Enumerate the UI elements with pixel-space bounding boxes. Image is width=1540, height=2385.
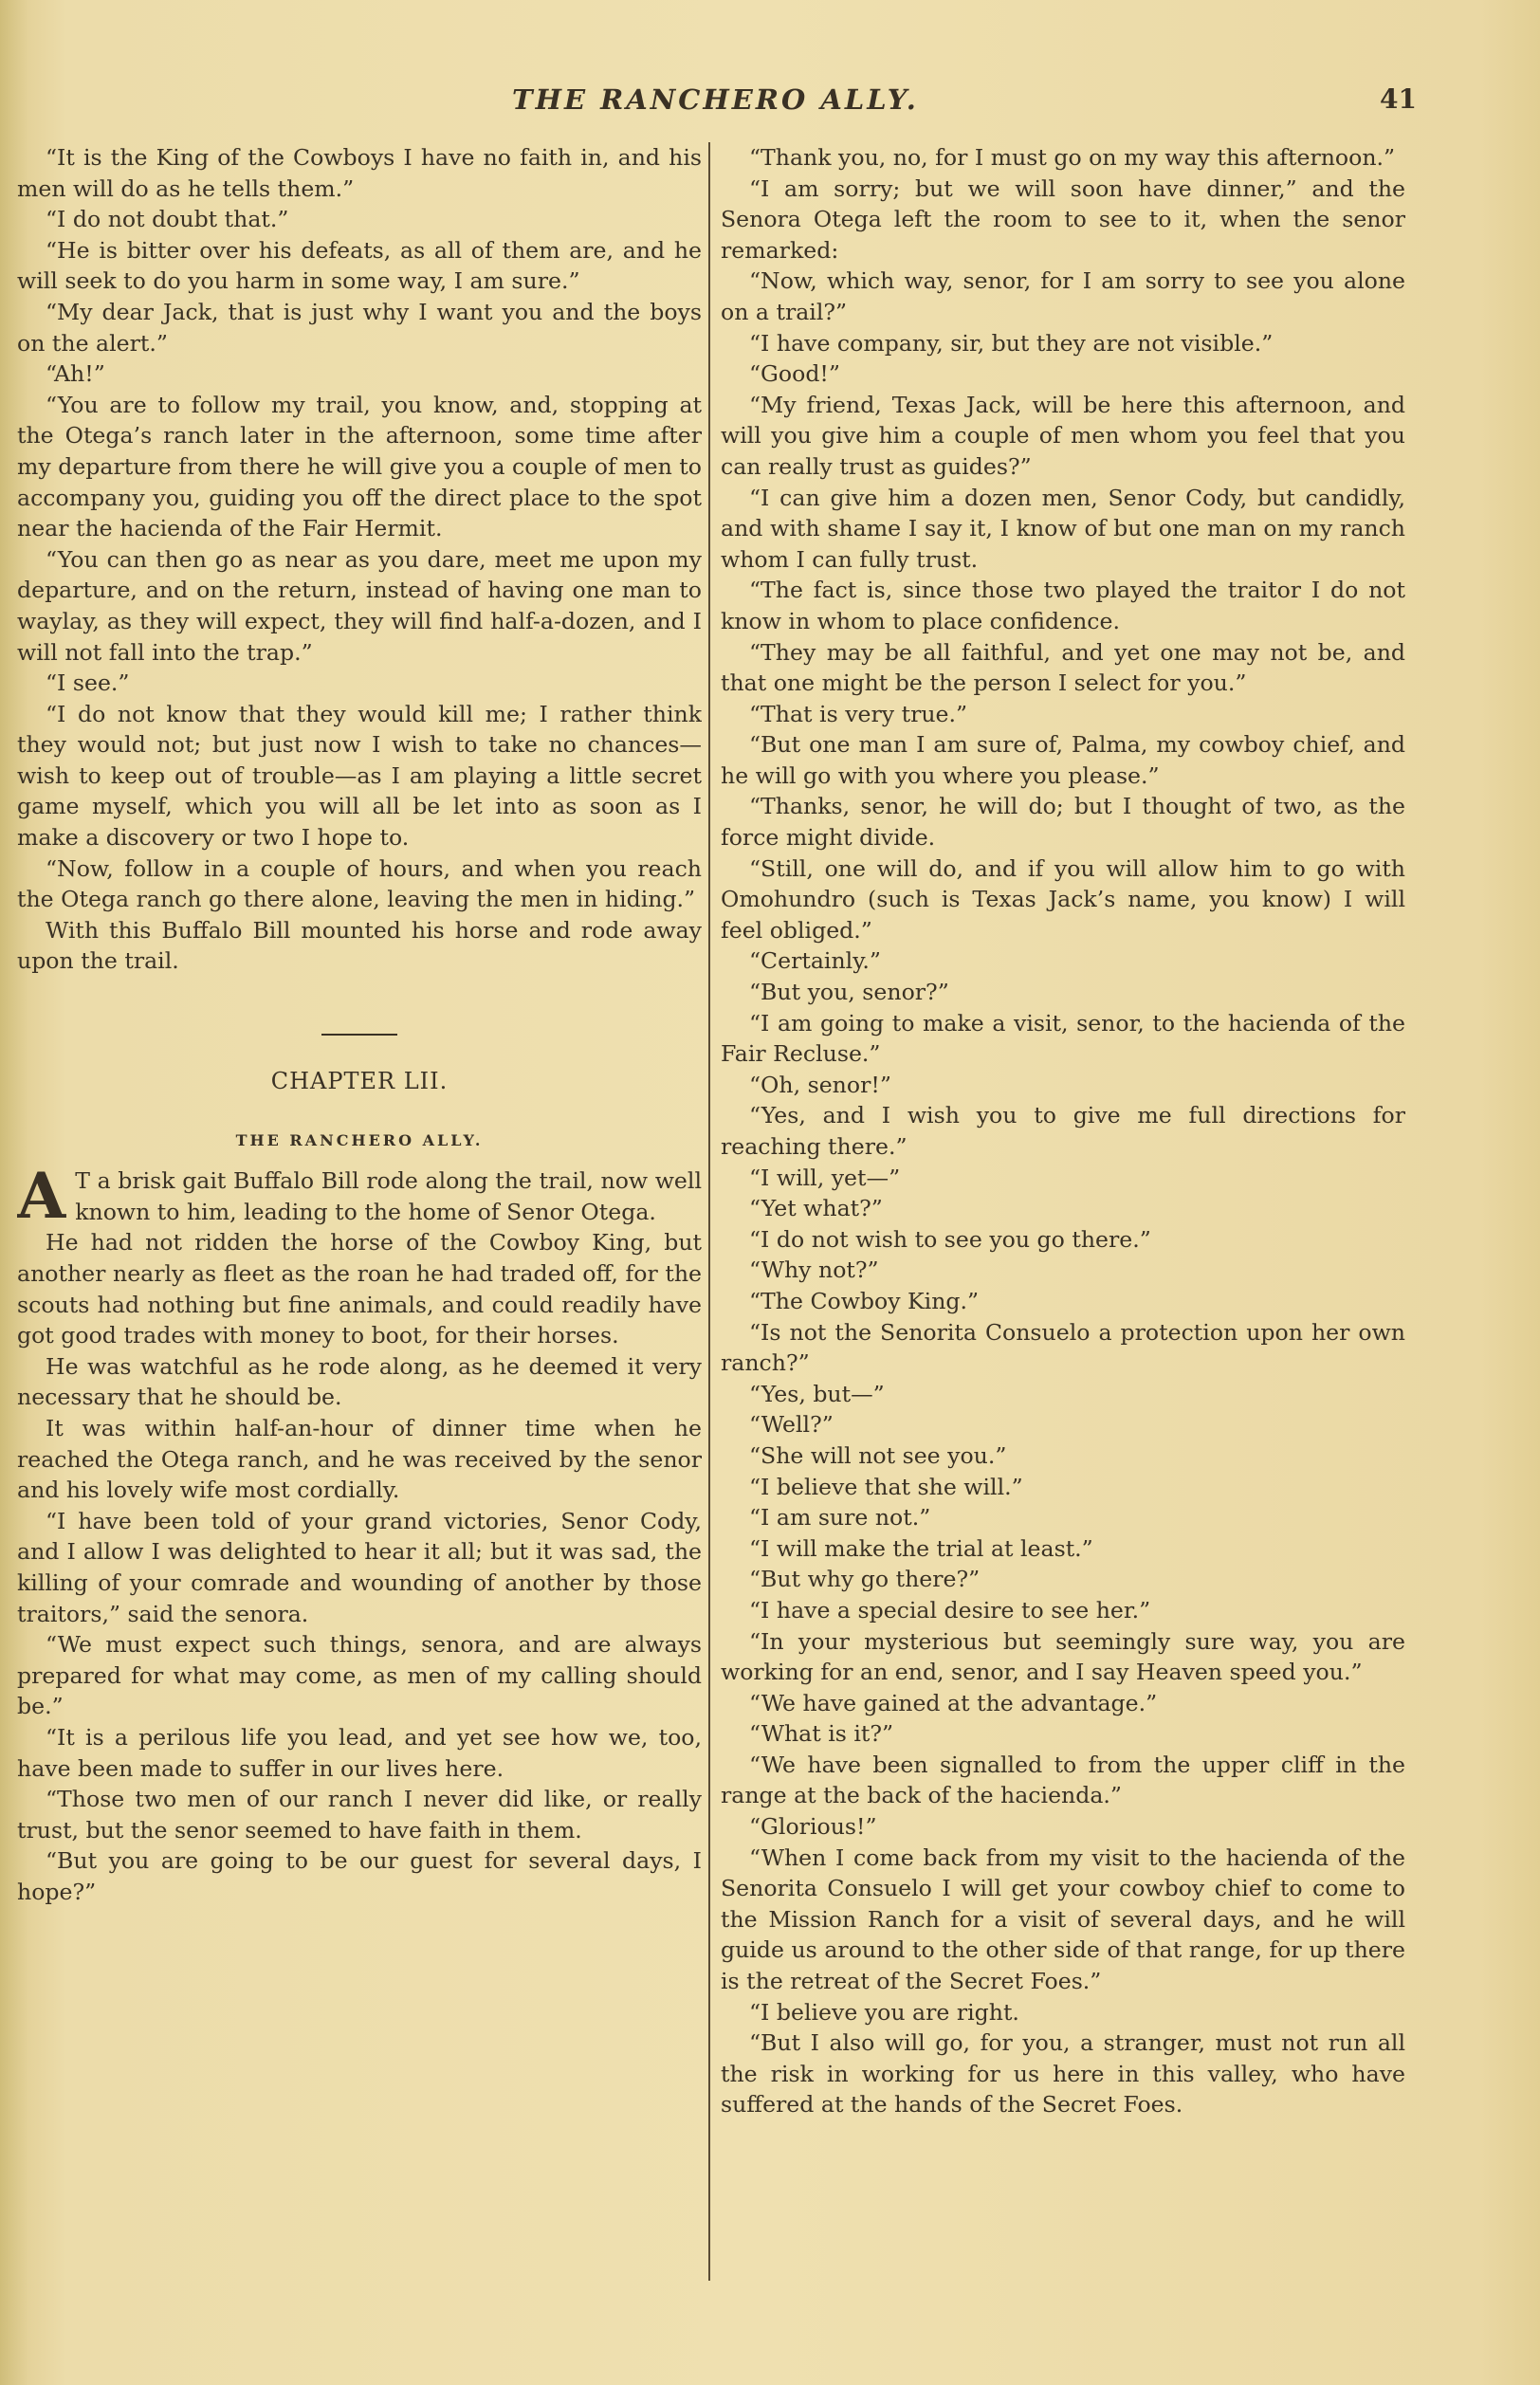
paragraph: “Yes, and I wish you to give me full directions for reaching there.” (721, 1102, 1405, 1160)
paragraph: He had not ridden the horse of the Cowboy King, but another nearly as fleet as the roan he had traded off, for the scouts had nothing but fine animals, and could readily have got good trades with money to boot, for their horses. (17, 1229, 702, 1349)
paragraph: “I do not doubt that.” (46, 206, 289, 233)
paragraph: “You are to follow my trail, you know, and, stopping at the Otega’s ranch later in the afternoon, some time after my departure from there he will give you a couple of men to accompany you, guiding you off the direct place to the spot near the hacienda of the Fair Hermit. (17, 391, 702, 542)
paragraph: “We have gained at the advantage.” (749, 1689, 1158, 1716)
paragraph: “Glorious!” (749, 1813, 877, 1841)
paragraph: “I have a special desire to see her.” (749, 1596, 1151, 1624)
paragraph: “Well?” (749, 1411, 834, 1439)
left-paragraphs-before (17, 142, 702, 977)
left-paragraphs-after (17, 1227, 702, 1907)
paragraph: “I have been told of your grand victories, Senor Cody, and I allow I was delighted to hear it all; but it was sad, the killing of your comrade and wounding of another by those traitors,” said the senora. (17, 1507, 702, 1627)
section-dash (321, 1034, 397, 1036)
paragraph: “It is a perilous life you lead, and yet see how we, too, have been made to suffer in our lives here. (17, 1723, 702, 1782)
right-column (721, 142, 1405, 2276)
paragraph: “I can give him a dozen men, Senor Cody, but candidly, and with shame I say it, I know of but one man on my ranch whom I can fully trust. (721, 484, 1405, 573)
paragraph: “I will, yet—” (749, 1164, 901, 1191)
opening-text: T a brisk gait Buffalo Bill rode along the trail, now well known to him, leading to the home of Senor Otega. (75, 1167, 702, 1225)
paragraph: “I do not wish to see you go there.” (749, 1225, 1151, 1253)
paragraph: “Now, follow in a couple of hours, and when you reach the Otega ranch go there alone, leaving the men in hiding.” (17, 854, 702, 913)
paragraph: “When I come back from my visit to the hacienda of the Senorita Consuelo I will get your cowboy chief to come to the Mission Ranch for a visit of several days, and he will guide us around to the other side of that range, for up there is the retreat of the Secret Foes.” (721, 1844, 1405, 1995)
right-paragraphs (721, 142, 1405, 2120)
left-column (17, 142, 702, 2276)
paragraph: “We must expect such things, senora, and are always prepared for what may come, as men of my calling should be.” (17, 1631, 702, 1720)
paragraph: “Still, one will do, and if you will allow him to go with Omohundro (such is Texas Jack’s name, you know) I will feel obliged.” (721, 854, 1405, 944)
paragraph: “I will make the trial at least.” (749, 1534, 1093, 1562)
drop-cap: A (17, 1159, 66, 1234)
paragraph: “Yet what?” (749, 1195, 883, 1222)
chapter-opening-paragraph (17, 1159, 702, 1234)
paragraph: “It is the King of the Cowboys I have no faith in, and his men will do as he tells them.” (17, 144, 702, 202)
paragraph: “But I also will go, for you, a stranger, must not run all the risk in working for us here in this valley, who have suffered at the hands of the Secret Foes. (721, 2029, 1405, 2119)
paragraph: “My friend, Texas Jack, will be here this afternoon, and will you give him a couple of men whom you feel that you can really trust as guides?” (721, 391, 1405, 480)
paragraph: “Certainly.” (749, 947, 881, 975)
page-number: 41 (1380, 83, 1417, 115)
paragraph: He was watchful as he rode along, as he deemed it very necessary that he should be. (17, 1352, 702, 1411)
paragraph: “Is not the Senorita Consuelo a protection upon her own ranch?” (721, 1318, 1405, 1377)
paragraph: “But you are going to be our guest for several days, I hope?” (17, 1847, 702, 1905)
paragraph: “I believe you are right. (749, 1998, 1019, 2026)
paragraph: “They may be all faithful, and yet one may not be, and that one might be the person I select for you.” (721, 638, 1405, 697)
paragraph: “I have company, sir, but they are not visible.” (749, 329, 1274, 357)
paragraph: It was within half-an-hour of dinner time when he reached the Otega ranch, and he was received by the senor and his lovely wife most cordially. (17, 1414, 702, 1504)
paragraph: “I see.” (46, 670, 130, 697)
paragraph: “I am sure not.” (749, 1504, 931, 1532)
paragraph: “Yes, but—” (749, 1380, 885, 1407)
paragraph: “We have been signalled to from the upper cliff in the range at the back of the hacienda.” (721, 1751, 1405, 1809)
paragraph: “My dear Jack, that is just why I want you and the boys on the alert.” (17, 298, 702, 357)
paragraph: “She will not see you.” (749, 1441, 1007, 1469)
paragraph: “Oh, senor!” (749, 1071, 891, 1098)
chapter-title: CHAPTER LII. (270, 1068, 449, 1095)
paragraph: “But you, senor?” (749, 979, 949, 1006)
paragraph: “I do not know that they would kill me; I rather think they would not; but just now I wish to take no chances—wish to keep out of trouble—as I am playing a little secret game myself, which you will all be let into as soon as I make a discovery or two I hope to. (17, 700, 702, 852)
running-title: THE RANCHERO ALLY. (512, 83, 919, 116)
paragraph: “Ah!” (46, 360, 105, 388)
paragraph: “Those two men of our ranch I never did like, or really trust, but the senor seemed to have faith in them. (17, 1786, 702, 1844)
paragraph: “I am sorry; but we will soon have dinner,” and the Senora Otega left the room to see to it, when the senor remarked: (721, 174, 1405, 264)
paragraph: “Thanks, senor, he will do; but I thought of two, as the force might divide. (721, 793, 1405, 852)
paragraph: “What is it?” (749, 1720, 894, 1748)
paragraph: “But why go there?” (749, 1566, 981, 1593)
paragraph: “I believe that she will.” (749, 1473, 1023, 1500)
paragraph: “He is bitter over his defeats, as all of them are, and he will seek to do you harm in some way, I am sure.” (17, 236, 702, 295)
paragraph: “That is very true.” (749, 700, 968, 727)
paragraph: “Good!” (749, 360, 840, 388)
column-divider (708, 142, 710, 2281)
paragraph: “The Cowboy King.” (749, 1287, 980, 1314)
paragraph: “Thank you, no, for I must go on my way this afternoon.” (749, 144, 1396, 171)
paragraph: “Now, which way, senor, for I am sorry to see you alone on a trail?” (721, 267, 1405, 325)
chapter-heading (17, 1034, 702, 1156)
paragraph: “The fact is, since those two played the traitor I do not know in whom to place confidence. (721, 577, 1405, 634)
page-header (0, 83, 1540, 125)
paragraph: “In your mysterious but seemingly sure way, you are working for an end, senor, and I say Heaven speed you.” (721, 1627, 1405, 1686)
chapter-subtitle: THE RANCHERO ALLY. (235, 1130, 484, 1149)
paragraph: “Why not?” (749, 1257, 879, 1284)
paragraph: “I am going to make a visit, senor, to the hacienda of the Fair Recluse.” (721, 1009, 1405, 1068)
paragraph: “But one man I am sure of, Palma, my cowboy chief, and he will go with you where you please.” (721, 731, 1405, 789)
paragraph: With this Buffalo Bill mounted his horse and rode away upon the trail. (17, 916, 702, 975)
paragraph: “You can then go as near as you dare, meet me upon my departure, and on the return, instead of having one man to waylay, as they will expect, they will find half-a-dozen, and I will not fall into the trap.” (17, 545, 702, 666)
